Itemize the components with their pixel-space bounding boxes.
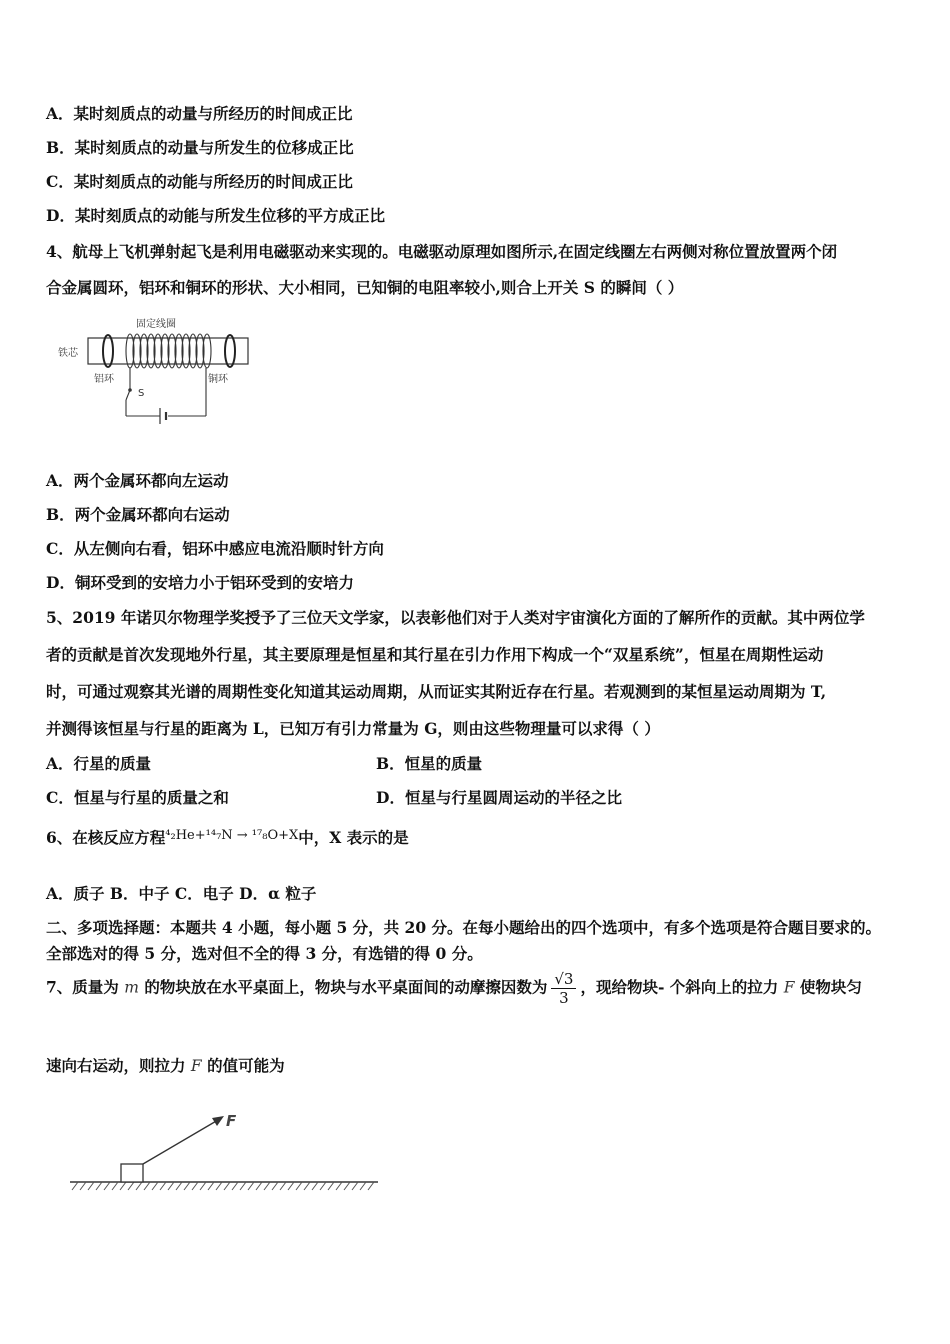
coil-windings	[126, 334, 211, 368]
q7-part1: 7、质量为	[46, 977, 119, 997]
q7-part2: 的物块放在水平桌面上，物块与水平桌面间的动摩擦因数为	[144, 977, 548, 997]
q7-figure-block-on-surface	[66, 1104, 382, 1196]
q7-stem-line2	[46, 1054, 285, 1076]
coil-label: 固定线圈	[136, 319, 176, 330]
aluminum-ring	[103, 335, 113, 367]
q7-mass-symbol: m	[124, 978, 139, 997]
q7-stem-line1	[46, 970, 862, 1007]
nuclear-equation: ⁴₂He+¹⁴₇N → ¹⁷₈O+X	[165, 828, 299, 843]
q5-option-c: C．恒星与行星的质量之和	[46, 788, 229, 807]
copper-ring-label: 铜环	[208, 374, 228, 385]
fraction-denominator: 3	[559, 989, 569, 1007]
switch-contact	[128, 388, 132, 392]
q4-stem-line2: 合金属圆环，铝环和铜环的形状、大小相同，已知铜的电阻率较小,则合上开关 S 的瞬间（ ）	[46, 278, 684, 297]
switch-label: S	[138, 388, 145, 399]
q6-prefix: 6、在核反应方程	[46, 828, 166, 847]
q5-stem-line3: 时，可通过观察其光谱的周期性变化知道其运动周期，从而证实其附近存在行星。若观测到的某恒星运动周期为 T,	[46, 682, 827, 701]
q7-part4: 使物块匀	[799, 977, 862, 997]
q3-option-b: B．某时刻质点的动量与所发生的位移成正比	[46, 138, 354, 157]
q5-option-d: D．恒星与行星圆周运动的半径之比	[376, 788, 622, 807]
q7-line2-force-symbol: F	[190, 1057, 202, 1075]
core-label: 铁芯	[58, 348, 78, 359]
q3-option-c: C．某时刻质点的动能与所经历的时间成正比	[46, 172, 353, 191]
force-arrow-head	[212, 1116, 224, 1126]
q4-option-d: D．铜环受到的安培力小于铝环受到的安培力	[46, 573, 354, 592]
section2-line2: 全部选对的得 5 分，选对但不全的得 3 分，有选错的得 0 分。	[46, 944, 483, 963]
q7-force-symbol: F	[783, 978, 795, 997]
q4-figure-coil-diagram	[56, 316, 256, 428]
friction-coefficient-fraction	[551, 970, 576, 1007]
q7-line2-b: 的值可能为	[207, 1056, 285, 1075]
section2-line1: 二、多项选择题：本题共 4 小题，每小题 5 分，共 20 分。在每小题给出的四个选项中，有多个选项是符合题目要求的。	[46, 918, 882, 937]
q6-options: A．质子 B．中子 C．电子 D．α 粒子	[46, 884, 317, 903]
force-label: F	[226, 1112, 237, 1130]
q7-line2-a: 速向右运动，则拉力	[46, 1056, 186, 1075]
block	[121, 1164, 143, 1182]
q3-option-a: A．某时刻质点的动量与所经历的时间成正比	[46, 104, 353, 123]
ground-hatching	[72, 1182, 374, 1190]
q3-option-d: D．某时刻质点的动能与所发生位移的平方成正比	[46, 206, 385, 225]
battery-symbol	[160, 408, 166, 424]
q4-option-c: C．从左侧向右看，铝环中感应电流沿顺时针方向	[46, 539, 384, 558]
force-arrow-shaft	[143, 1120, 218, 1164]
aluminum-ring-label: 铝环	[94, 374, 114, 385]
q6-suffix: 中，X 表示的是	[298, 828, 409, 847]
q7-part3: ，现给物块- 个斜向上的拉力	[580, 977, 779, 997]
q4-option-a: A．两个金属环都向左运动	[46, 471, 229, 490]
q5-stem-line4: 并测得该恒星与行星的距离为 L，已知万有引力常量为 G，则由这些物理量可以求得（ ）	[46, 719, 660, 738]
copper-ring	[225, 335, 235, 367]
q6-stem	[46, 826, 409, 848]
q5-option-a: A．行星的质量	[46, 754, 152, 773]
q5-stem-line2: 者的贡献是首次发现地外行星，其主要原理是恒星和其行星在引力作用下构成一个“双星系统”，恒星在周期性运动	[46, 645, 824, 664]
fraction-numerator: √3	[551, 970, 576, 989]
q5-option-b: B．恒星的质量	[376, 754, 483, 773]
q5-stem-line1: 5、2019 年诺贝尔物理学奖授予了三位天文学家，以表彰他们对于人类对宇宙演化方面的了解所作的贡献。其中两位学	[46, 608, 865, 627]
q4-stem-line1: 4、航母上飞机弹射起飞是利用电磁驱动来实现的。电磁驱动原理如图所示,在固定线圈左右两侧对称位置放置两个闭	[46, 242, 838, 261]
q4-option-b: B．两个金属环都向右运动	[46, 505, 230, 524]
